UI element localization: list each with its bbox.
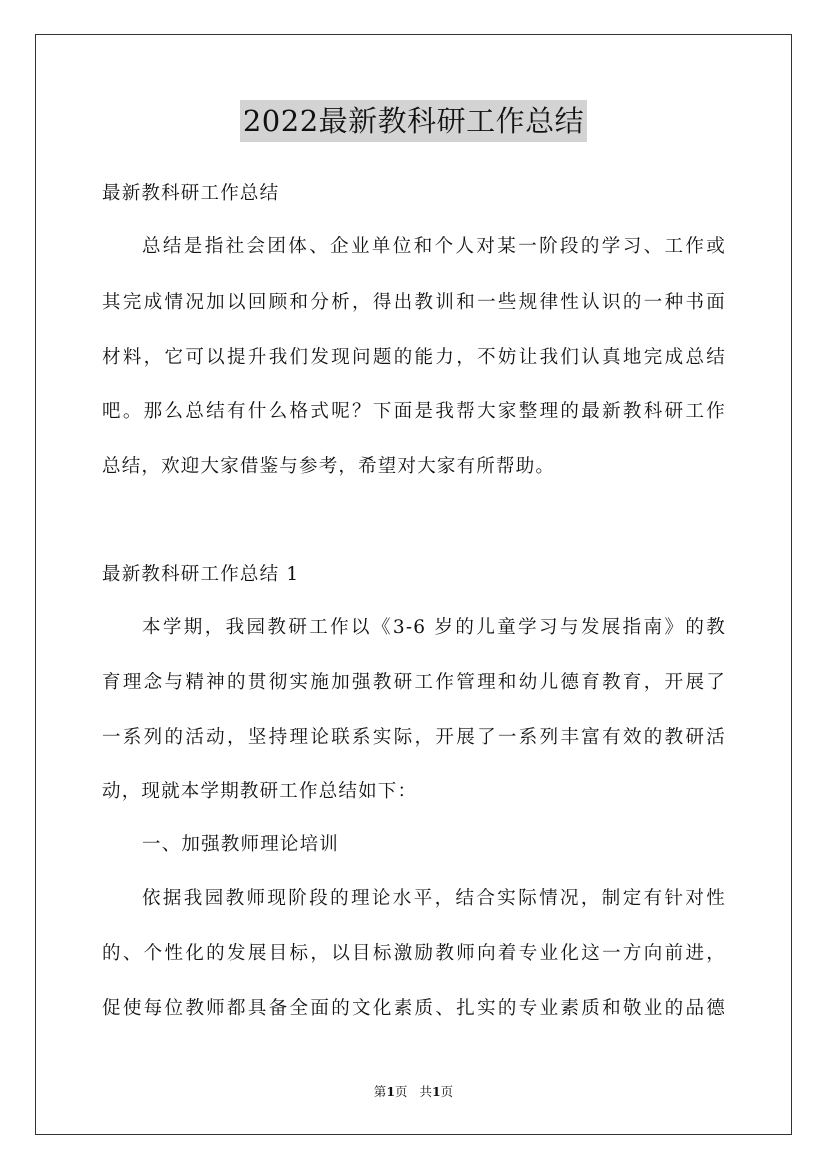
footer-total-prefix: 共 (419, 1084, 432, 1099)
footer-page-number: 1 (386, 1084, 396, 1099)
sub-line-3: 促使每位教师都具备全面的文化素质、扎实的专业素质和敬业的品德 (102, 998, 726, 1019)
footer-page-prefix: 第 (373, 1084, 387, 1099)
sub-line-2: 的、个性化的发展目标，以目标激励教师向着专业化这一方向前进， (102, 943, 726, 964)
intro-line-3: 材料，它可以提升我们发现问题的能力，不妨让我们认真地完成总结 (102, 347, 726, 368)
footer-page-suffix: 页 (395, 1084, 408, 1099)
intro-line-5: 总结，欢迎大家借鉴与参考，希望对大家有所帮助。 (102, 456, 556, 477)
footer-total-number: 1 (431, 1084, 441, 1099)
section-line-3: 一系列的活动，坚持理论联系实际，开展了一系列丰富有效的教研活 (102, 727, 726, 748)
page-footer (0, 1084, 827, 1100)
intro-line-4: 吧。那么总结有什么格式呢？下面是我帮大家整理的最新教科研工作 (102, 401, 726, 422)
section-line-2: 育理念与精神的贯彻实施加强教研工作管理和幼儿德育教育，开展了 (102, 672, 726, 693)
intro-line-1: 总结是指社会团体、企业单位和个人对某一阶段的学习、工作或 (142, 236, 726, 257)
sub-line-1: 依据我园教师现阶段的理论水平，结合实际情况，制定有针对性 (142, 888, 726, 909)
document-subtitle: 最新教科研工作总结 (102, 183, 280, 204)
footer-total-suffix: 页 (440, 1084, 454, 1099)
section-heading: 最新教科研工作总结 1 (102, 564, 300, 585)
title-wrapper (0, 100, 827, 142)
sub-heading: 一、加强教师理论培训 (142, 834, 340, 855)
section-line-4: 动，现就本学期教研工作总结如下： (102, 781, 418, 802)
intro-line-2: 其完成情况加以回顾和分析，得出教训和一些规律性认识的一种书面 (102, 292, 726, 313)
section-line-1: 本学期，我园教研工作以《3-6 岁的儿童学习与发展指南》的教 (142, 617, 726, 638)
document-title: 2022最新教科研工作总结 (240, 100, 587, 142)
